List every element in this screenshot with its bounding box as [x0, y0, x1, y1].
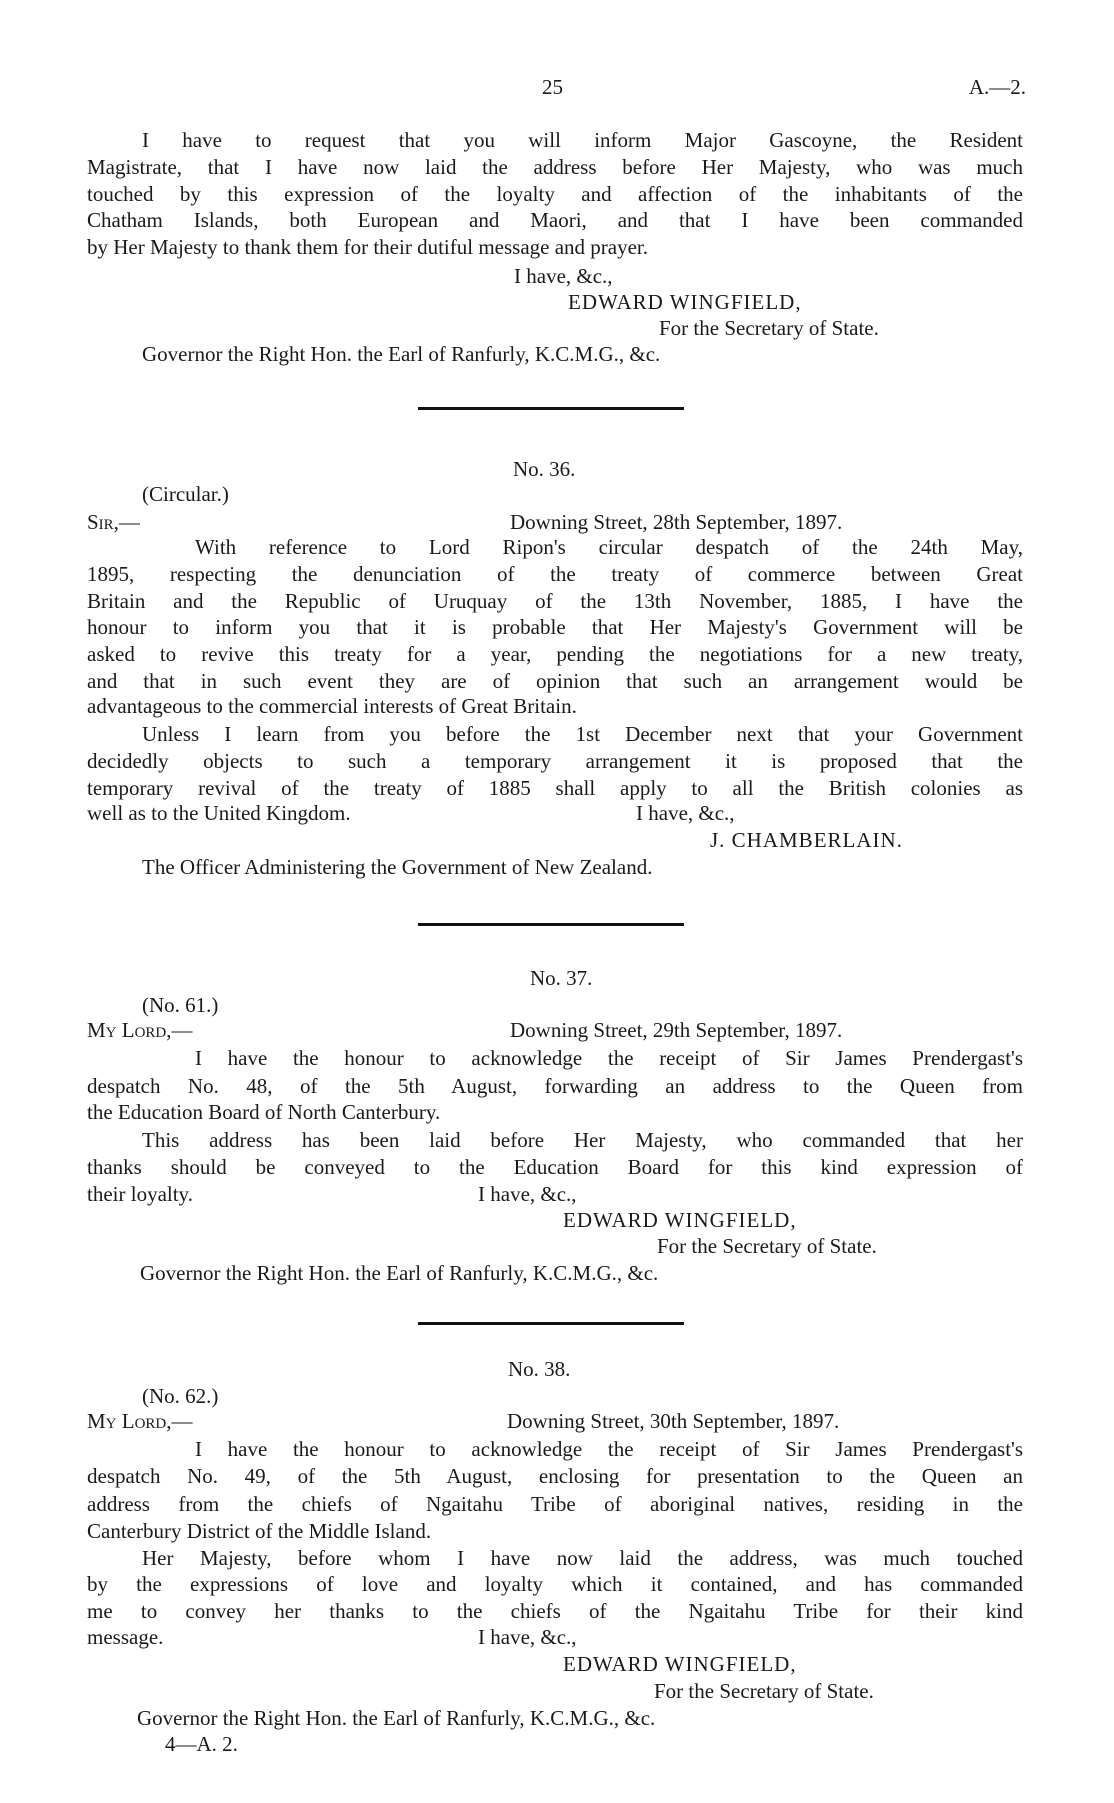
- addressee: The Officer Administering the Government of New Zealand.: [142, 855, 653, 879]
- body-line: Her Majesty, before whom I have now laid the address, was much touched: [142, 1546, 1023, 1570]
- salutation: Sir,—: [87, 510, 140, 534]
- signature-title: For the Secretary of State.: [654, 1679, 874, 1703]
- body-line: Magistrate, that I have now laid the address before Her Majesty, who was much: [87, 155, 1023, 179]
- salutation: My Lord,—: [87, 1409, 193, 1433]
- body-line: despatch No. 48, of the 5th August, forwarding an address to the Queen from: [87, 1074, 1023, 1098]
- addressee: Governor the Right Hon. the Earl of Ranfurly, K.C.M.G., &c.: [142, 342, 661, 366]
- body-line: Unless I learn from you before the 1st December next that your Government: [142, 722, 1023, 746]
- signature: EDWARD WINGFIELD,: [563, 1652, 797, 1676]
- body-line: touched by this expression of the loyalty and affection of the inhabitants of the: [87, 182, 1023, 206]
- page-number: 25: [542, 75, 563, 99]
- letter-reference: (Circular.): [142, 482, 229, 506]
- dateline: Downing Street, 28th September, 1897.: [510, 510, 843, 534]
- closing: I have, &c.,: [478, 1625, 577, 1649]
- closing: I have, &c.,: [478, 1182, 577, 1206]
- body-line: 1895, respecting the denunciation of the treaty of commerce between Great: [87, 562, 1023, 586]
- body-line: advantageous to the commercial interests of Great Britain.: [87, 694, 577, 718]
- closing: I have, &c.,: [514, 264, 613, 288]
- dateline: Downing Street, 29th September, 1897.: [510, 1018, 843, 1042]
- letter-reference: (No. 61.): [142, 993, 219, 1017]
- section-divider: [418, 1322, 684, 1325]
- body-line: message.: [87, 1625, 164, 1649]
- body-line: decidedly objects to such a temporary arrangement it is proposed that the: [87, 749, 1023, 773]
- signature-mark: 4—A. 2.: [165, 1732, 238, 1756]
- body-line: despatch No. 49, of the 5th August, enclosing for presentation to the Queen an: [87, 1464, 1023, 1488]
- letter-number: No. 36.: [513, 457, 576, 481]
- body-line: me to convey her thanks to the chiefs of the Ngaitahu Tribe for their kind: [87, 1599, 1023, 1623]
- addressee: Governor the Right Hon. the Earl of Ranfurly, K.C.M.G., &c.: [140, 1261, 659, 1285]
- letter-number: No. 37.: [530, 966, 593, 990]
- body-line: by Her Majesty to thank them for their dutiful message and prayer.: [87, 235, 649, 259]
- signature: J. CHAMBERLAIN.: [710, 828, 903, 852]
- dateline: Downing Street, 30th September, 1897.: [507, 1409, 840, 1433]
- body-line: and that in such event they are of opinion that such an arrangement would be: [87, 669, 1023, 693]
- body-line: well as to the United Kingdom.: [87, 801, 351, 825]
- paper-reference: A.—2.: [968, 75, 1026, 99]
- body-line: With reference to Lord Ripon's circular despatch of the 24th May,: [195, 535, 1023, 559]
- body-line: I have to request that you will inform Major Gascoyne, the Resident: [142, 128, 1023, 152]
- body-line: their loyalty.: [87, 1182, 193, 1206]
- body-line: by the expressions of love and loyalty which it contained, and has commanded: [87, 1572, 1023, 1596]
- signature: EDWARD WINGFIELD,: [563, 1208, 797, 1232]
- signature: EDWARD WINGFIELD,: [568, 290, 802, 314]
- body-line: I have the honour to acknowledge the receipt of Sir James Prendergast's: [195, 1046, 1023, 1070]
- section-divider: [418, 407, 684, 410]
- body-line: honour to inform you that it is probable that Her Majesty's Government will be: [87, 615, 1023, 639]
- body-line: Britain and the Republic of Uruquay of the 13th November, 1885, I have the: [87, 589, 1023, 613]
- signature-title: For the Secretary of State.: [657, 1234, 877, 1258]
- closing: I have, &c.,: [636, 801, 735, 825]
- addressee: Governor the Right Hon. the Earl of Ranfurly, K.C.M.G., &c.: [137, 1706, 656, 1730]
- body-line: Chatham Islands, both European and Maori, and that I have been commanded: [87, 208, 1023, 232]
- body-line: asked to revive this treaty for a year, pending the negotiations for a new treaty,: [87, 642, 1023, 666]
- body-line: I have the honour to acknowledge the receipt of Sir James Prendergast's: [195, 1437, 1023, 1461]
- body-line: Canterbury District of the Middle Island.: [87, 1519, 432, 1543]
- section-divider: [418, 923, 684, 926]
- body-line: address from the chiefs of Ngaitahu Tribe of aboriginal natives, residing in the: [87, 1492, 1023, 1516]
- body-line: This address has been laid before Her Majesty, who commanded that her: [142, 1128, 1023, 1152]
- signature-title: For the Secretary of State.: [659, 316, 879, 340]
- letter-number: No. 38.: [508, 1357, 571, 1381]
- salutation: My Lord,—: [87, 1018, 193, 1042]
- body-line: thanks should be conveyed to the Education Board for this kind expression of: [87, 1155, 1023, 1179]
- body-line: the Education Board of North Canterbury.: [87, 1100, 441, 1124]
- letter-reference: (No. 62.): [142, 1384, 219, 1408]
- body-line: temporary revival of the treaty of 1885 shall apply to all the British colonies as: [87, 776, 1023, 800]
